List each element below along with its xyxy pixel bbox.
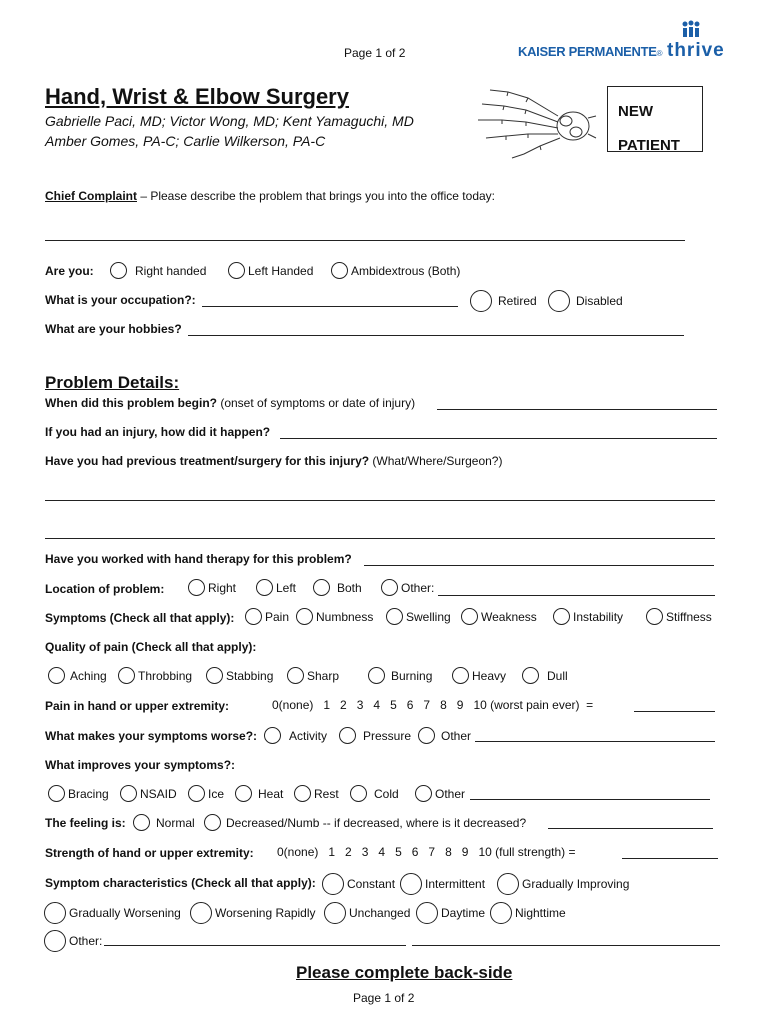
radio-circle[interactable] <box>416 902 438 924</box>
problem-details-heading: Problem Details: <box>45 373 180 392</box>
option-disabled[interactable]: Disabled <box>548 290 623 312</box>
chief-complaint <box>45 189 495 203</box>
option-activity[interactable]: Activity <box>264 727 327 744</box>
radio-circle[interactable] <box>133 814 150 831</box>
option-left-handed[interactable]: Left Handed <box>228 262 313 279</box>
option-worse-other[interactable]: Other <box>418 727 471 744</box>
option-burning[interactable]: Burning <box>368 667 432 684</box>
radio-circle[interactable] <box>452 667 469 684</box>
doctors-list <box>45 111 414 151</box>
strength-label: Strength of hand or upper extremity: <box>45 846 254 860</box>
doctors-line-2: Amber Gomes, PA-C; Carlie Wilkerson, PA-C <box>45 133 326 149</box>
pain-scale: 0(none) 1 2 3 4 5 6 7 8 9 10 (worst pain ever) = <box>272 698 594 712</box>
option-sharp[interactable]: Sharp <box>287 667 339 684</box>
option-instability[interactable]: Instability <box>553 608 623 625</box>
radio-circle[interactable] <box>322 873 344 895</box>
option-constant[interactable]: Constant <box>322 873 395 895</box>
chief-complaint-label: Chief Complaint <box>45 189 137 203</box>
hobbies-field[interactable] <box>188 335 684 336</box>
occupation-field[interactable] <box>202 306 458 307</box>
kaiser-logo: KAISER PERMANENTE® thrive <box>518 40 725 61</box>
worse-other-field[interactable] <box>475 741 715 742</box>
characteristics-label: Symptom characteristics (Check all that apply): <box>45 876 316 890</box>
handedness-label: Are you: <box>45 264 94 278</box>
strength-score-field[interactable] <box>622 858 718 859</box>
radio-circle[interactable] <box>48 667 65 684</box>
patient-label: PATIENT <box>618 137 680 154</box>
radio-circle[interactable] <box>461 608 478 625</box>
option-gradually-improving[interactable]: Gradually Improving <box>497 873 629 895</box>
option-pressure[interactable]: Pressure <box>339 727 411 744</box>
option-daytime[interactable]: Daytime <box>416 902 485 924</box>
option-normal[interactable]: Normal <box>133 814 195 831</box>
injury-field[interactable] <box>280 438 717 439</box>
radio-circle[interactable] <box>204 814 221 831</box>
injury-question: If you had an injury, how did it happen? <box>45 425 271 439</box>
option-aching[interactable]: Aching <box>48 667 107 684</box>
option-weakness[interactable]: Weakness <box>461 608 537 625</box>
radio-circle[interactable] <box>235 785 252 802</box>
option-worsening-rapidly[interactable]: Worsening Rapidly <box>190 902 316 924</box>
hand-therapy-question: Have you worked with hand therapy for this problem? <box>45 552 352 566</box>
hand-xray-illustration <box>468 88 598 160</box>
characteristics-other-field-1[interactable] <box>104 945 406 946</box>
page-label: Page 1 of 2 <box>344 46 406 60</box>
radio-circle[interactable] <box>294 785 311 802</box>
characteristics-other-field-2[interactable] <box>412 945 720 946</box>
chief-complaint-text: – Please describe the problem that brings you into the office today: <box>137 189 495 203</box>
occupation-label: What is your occupation?: <box>45 293 196 307</box>
option-location-right[interactable]: Right <box>188 579 236 596</box>
option-swelling[interactable]: Swelling <box>386 608 451 625</box>
radio-circle[interactable] <box>245 608 262 625</box>
option-numbness[interactable]: Numbness <box>296 608 373 625</box>
new-label: NEW <box>618 103 653 120</box>
radio-circle[interactable] <box>490 902 512 924</box>
new-patient-box <box>607 86 703 152</box>
radio-circle[interactable] <box>190 902 212 924</box>
option-retired[interactable]: Retired <box>470 290 537 312</box>
strength-scale: 0(none) 1 2 3 4 5 6 7 8 9 10 (full strength) = <box>277 845 576 859</box>
pain-score-field[interactable] <box>634 711 715 712</box>
radio-circle[interactable] <box>206 667 223 684</box>
radio-circle[interactable] <box>256 579 273 596</box>
option-nighttime[interactable]: Nighttime <box>490 902 566 924</box>
option-unchanged[interactable]: Unchanged <box>324 902 410 924</box>
option-bracing[interactable]: Bracing <box>48 785 109 802</box>
radio-circle[interactable] <box>188 785 205 802</box>
worse-label: What makes your symptoms worse?: <box>45 729 258 743</box>
previous-treatment-question: Have you had previous treatment/surgery for this injury? (What/Where/Surgeon?) <box>45 454 503 468</box>
radio-circle[interactable] <box>381 579 398 596</box>
option-intermittent[interactable]: Intermittent <box>400 873 485 895</box>
option-rest[interactable]: Rest <box>294 785 339 802</box>
radio-circle[interactable] <box>470 290 492 312</box>
radio-circle[interactable] <box>646 608 663 625</box>
option-location-other[interactable]: Other: <box>381 579 434 596</box>
hand-therapy-field[interactable] <box>364 565 714 566</box>
option-stiffness[interactable]: Stiffness <box>646 608 712 625</box>
option-characteristics-other[interactable]: Other: <box>44 930 102 952</box>
symptoms-label: Symptoms (Check all that apply): <box>45 611 235 625</box>
radio-circle[interactable] <box>48 785 65 802</box>
radio-circle[interactable] <box>418 727 435 744</box>
radio-circle[interactable] <box>44 902 66 924</box>
page-title: Hand, Wrist & Elbow Surgery <box>45 84 349 109</box>
radio-circle[interactable] <box>324 902 346 924</box>
radio-circle[interactable] <box>522 667 539 684</box>
quality-label: Quality of pain (Check all that apply): <box>45 640 257 654</box>
option-improves-other[interactable]: Other <box>415 785 465 802</box>
previous-treatment-field-1[interactable] <box>45 500 715 501</box>
option-location-left[interactable]: Left <box>256 579 296 596</box>
radio-circle[interactable] <box>386 608 403 625</box>
brand-thrive: thrive <box>667 40 725 61</box>
option-cold[interactable]: Cold <box>350 785 399 802</box>
brand-name: KAISER PERMANENTE <box>518 44 657 59</box>
radio-circle[interactable] <box>368 667 385 684</box>
radio-circle[interactable] <box>331 262 348 279</box>
footer-page-label: Page 1 of 2 <box>353 991 415 1005</box>
location-other-field[interactable] <box>438 595 715 596</box>
option-pain[interactable]: Pain <box>245 608 289 625</box>
feeling-label: The feeling is: <box>45 816 126 830</box>
option-right-handed[interactable]: Right handed <box>110 262 206 279</box>
improves-other-field[interactable] <box>470 799 710 800</box>
radio-circle[interactable] <box>264 727 281 744</box>
radio-circle[interactable] <box>548 290 570 312</box>
onset-question: When did this problem begin? (onset of symptoms or date of injury) <box>45 396 416 410</box>
radio-circle[interactable] <box>110 262 127 279</box>
option-dull[interactable]: Dull <box>522 667 568 684</box>
chief-complaint-field[interactable] <box>45 240 685 241</box>
pain-scale-label: Pain in hand or upper extremity: <box>45 699 230 713</box>
doctors-line-1: Gabrielle Paci, MD; Victor Wong, MD; Kent Yamaguchi, MD <box>45 113 414 129</box>
complete-back-side-heading: Please complete back-side <box>296 963 513 982</box>
radio-circle[interactable] <box>497 873 519 895</box>
onset-field[interactable] <box>437 409 717 410</box>
improves-label: What improves your symptoms?: <box>45 758 236 772</box>
option-gradually-worsening[interactable]: Gradually Worsening <box>44 902 181 924</box>
radio-circle[interactable] <box>228 262 245 279</box>
option-ambidextrous[interactable]: Ambidextrous (Both) <box>331 262 460 279</box>
option-ice[interactable]: Ice <box>188 785 224 802</box>
option-heat[interactable]: Heat <box>235 785 283 802</box>
location-label: Location of problem: <box>45 582 165 596</box>
option-nsaid[interactable]: NSAID <box>120 785 177 802</box>
radio-circle[interactable] <box>313 579 330 596</box>
radio-circle[interactable] <box>44 930 66 952</box>
radio-circle[interactable] <box>296 608 313 625</box>
option-heavy[interactable]: Heavy <box>452 667 506 684</box>
hobbies-label: What are your hobbies? <box>45 322 182 336</box>
radio-circle[interactable] <box>118 667 135 684</box>
previous-treatment-field-2[interactable] <box>45 538 715 539</box>
radio-circle[interactable] <box>553 608 570 625</box>
radio-circle[interactable] <box>188 579 205 596</box>
radio-circle[interactable] <box>339 727 356 744</box>
decreased-location-field[interactable] <box>548 828 713 829</box>
option-location-both[interactable]: Both <box>313 579 362 596</box>
radio-circle[interactable] <box>400 873 422 895</box>
radio-circle[interactable] <box>350 785 367 802</box>
option-stabbing[interactable]: Stabbing <box>206 667 273 684</box>
people-icon <box>680 20 702 38</box>
radio-circle[interactable] <box>287 667 304 684</box>
radio-circle[interactable] <box>415 785 432 802</box>
option-throbbing[interactable]: Throbbing <box>118 667 192 684</box>
option-decreased[interactable]: Decreased/Numb -- if decreased, where is it decreased? <box>204 814 526 831</box>
radio-circle[interactable] <box>120 785 137 802</box>
